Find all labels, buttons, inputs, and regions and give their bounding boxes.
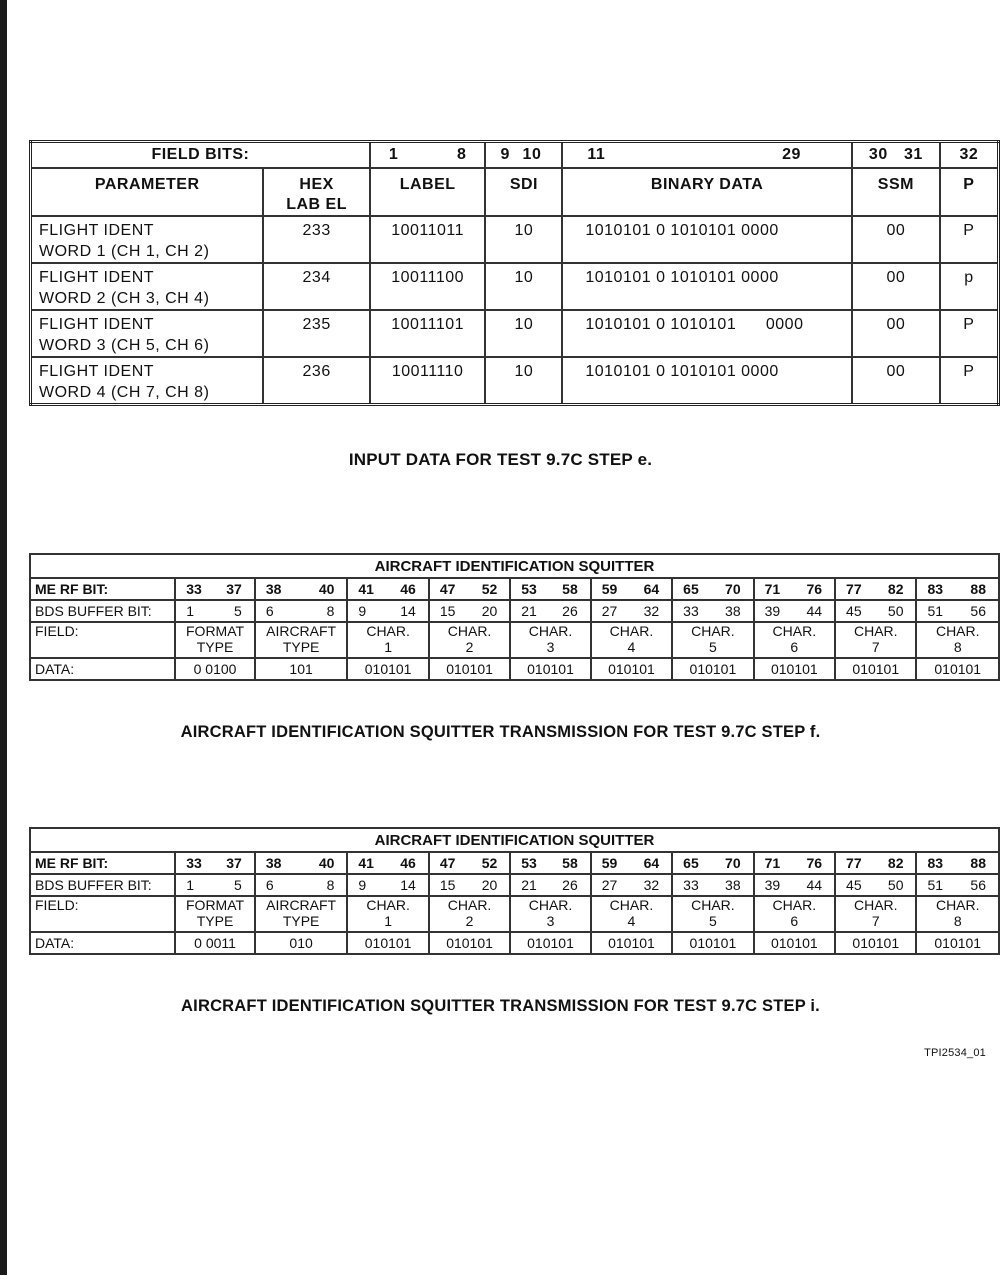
data-cell: 010101 [835,932,916,954]
flight-ident-row [31,263,999,310]
me-rf-bit-range: 65 70 [672,852,753,874]
field-cell: AIRCRAFT TYPE [255,896,348,932]
data-cell: 101 [255,658,348,680]
field-cell: CHAR. 2 [429,896,510,932]
data-cell: 010101 [347,658,428,680]
bits-label-range: 1 8 [370,142,486,168]
me-rf-bit-range: 47 52 [429,852,510,874]
bits-binary-range: 11 29 [562,142,852,168]
field-row [30,622,999,658]
field-cell: FORMAT TYPE [175,896,255,932]
me-rf-bit-label: ME RF BIT: [30,578,175,600]
caption-step-i: AIRCRAFT IDENTIFICATION SQUITTER TRANSMISSION FOR TEST 9.7C STEP i. [181,997,820,1015]
me-rf-bit-range: 33 37 [175,578,255,600]
me-rf-bit-range: 41 46 [347,852,428,874]
flight-ident-row [31,357,999,405]
hex-label-cell: 234 [263,263,369,310]
parameter-cell: FLIGHT IDENT WORD 1 (CH 1, CH 2) [31,216,264,263]
bds-buffer-bit-range: 9 14 [347,600,428,622]
me-rf-bit-range: 77 82 [835,852,916,874]
bds-buffer-bit-label: BDS BUFFER BIT: [30,874,175,896]
header-hex-label: HEX LAB EL [263,168,369,216]
data-cell: 010101 [672,658,753,680]
squitter-table-step-f [29,553,1000,681]
bds-buffer-bit-range: 6 8 [255,600,348,622]
label-cell: 10011011 [370,216,486,263]
hex-label-cell: 235 [263,310,369,357]
squitter-title: AIRCRAFT IDENTIFICATION SQUITTER [30,828,999,852]
bds-buffer-bit-range: 15 20 [429,874,510,896]
field-cell: CHAR. 5 [672,896,753,932]
squitter-table-step-i [29,827,1000,955]
data-cell: 010101 [591,658,672,680]
data-cell: 010101 [429,658,510,680]
bds-buffer-bit-range: 15 20 [429,600,510,622]
me-rf-bit-range: 83 88 [916,578,999,600]
left-edge-bar [0,0,7,1275]
field-cell: CHAR. 8 [916,622,999,658]
ssm-cell: 00 [852,263,940,310]
me-rf-bit-range: 59 64 [591,578,672,600]
bds-buffer-bit-range: 21 26 [510,600,590,622]
sdi-cell: 10 [485,357,562,405]
field-cell: CHAR. 3 [510,622,590,658]
field-bits-row [31,142,999,168]
data-cell: 010101 [510,658,590,680]
squitter-title: AIRCRAFT IDENTIFICATION SQUITTER [30,554,999,578]
header-label: LABEL [370,168,486,216]
ssm-cell: 00 [852,357,940,405]
flight-ident-row [31,310,999,357]
flight-ident-table [29,140,1000,406]
data-cell: 010101 [916,658,999,680]
bds-buffer-bit-range: 33 38 [672,600,753,622]
field-label: FIELD: [30,896,175,932]
field-row [30,896,999,932]
field-cell: CHAR. 7 [835,622,916,658]
data-cell: 0 0011 [175,932,255,954]
me-rf-bit-row [30,578,999,600]
data-cell: 0 0100 [175,658,255,680]
sdi-cell: 10 [485,263,562,310]
me-rf-bit-range: 53 58 [510,852,590,874]
binary-data-cell: 1010101 0 1010101 0000 [562,357,852,405]
figure-code: TPI2534_01 [924,1047,986,1059]
data-cell: 010101 [510,932,590,954]
header-ssm: SSM [852,168,940,216]
field-cell: FORMAT TYPE [175,622,255,658]
ssm-cell: 00 [852,216,940,263]
field-cell: CHAR. 4 [591,896,672,932]
me-rf-bit-range: 59 64 [591,852,672,874]
field-cell: CHAR. 6 [754,622,835,658]
header-sdi: SDI [485,168,562,216]
bds-buffer-bit-range: 6 8 [255,874,348,896]
bds-buffer-bit-range: 33 38 [672,874,753,896]
flight-ident-row [31,216,999,263]
header-parameter: PARAMETER [31,168,264,216]
me-rf-bit-range: 71 76 [754,852,835,874]
header-binary-data: BINARY DATA [562,168,852,216]
field-cell: CHAR. 8 [916,896,999,932]
data-cell: 010101 [754,932,835,954]
data-cell: 010 [255,932,348,954]
data-cell: 010101 [347,932,428,954]
p-cell: P [940,357,999,405]
bds-buffer-bit-range: 27 32 [591,874,672,896]
me-rf-bit-range: 41 46 [347,578,428,600]
sdi-cell: 10 [485,216,562,263]
parameter-cell: FLIGHT IDENT WORD 4 (CH 7, CH 8) [31,357,264,405]
field-cell: CHAR. 2 [429,622,510,658]
bds-buffer-bit-range: 27 32 [591,600,672,622]
hex-label-cell: 233 [263,216,369,263]
binary-data-cell: 1010101 0 1010101 0000 [562,310,852,357]
p-cell: P [940,216,999,263]
bds-buffer-bit-range: 45 50 [835,600,916,622]
label-cell: 10011101 [370,310,486,357]
parameter-cell: FLIGHT IDENT WORD 3 (CH 5, CH 6) [31,310,264,357]
me-rf-bit-label: ME RF BIT: [30,852,175,874]
bds-buffer-bit-range: 51 56 [916,874,999,896]
caption-step-f: AIRCRAFT IDENTIFICATION SQUITTER TRANSMISSION FOR TEST 9.7C STEP f. [180,723,821,741]
field-cell: CHAR. 1 [347,896,428,932]
field-label: FIELD: [30,622,175,658]
bits-ssm-range: 30 31 [852,142,940,168]
me-rf-bit-range: 47 52 [429,578,510,600]
field-cell: CHAR. 3 [510,896,590,932]
me-rf-bit-range: 38 40 [255,852,348,874]
field-cell: AIRCRAFT TYPE [255,622,348,658]
me-rf-bit-range: 77 82 [835,578,916,600]
bds-buffer-bit-range: 39 44 [754,874,835,896]
header-p: P [940,168,999,216]
bds-buffer-bit-range: 39 44 [754,600,835,622]
bds-buffer-bit-label: BDS BUFFER BIT: [30,600,175,622]
data-cell: 010101 [591,932,672,954]
bits-sdi-range: 9 10 [485,142,562,168]
bits-p-range: 32 [940,142,999,168]
binary-data-cell: 1010101 0 1010101 0000 [562,263,852,310]
bds-buffer-bit-range: 21 26 [510,874,590,896]
me-rf-bit-range: 38 40 [255,578,348,600]
data-cell: 010101 [835,658,916,680]
field-cell: CHAR. 7 [835,896,916,932]
sdi-cell: 10 [485,310,562,357]
bds-buffer-bit-range: 45 50 [835,874,916,896]
data-row [30,658,999,680]
data-cell: 010101 [916,932,999,954]
bds-buffer-bit-range: 1 5 [175,600,255,622]
me-rf-bit-range: 71 76 [754,578,835,600]
squitter-title-row [30,828,999,852]
data-cell: 010101 [429,932,510,954]
field-cell: CHAR. 1 [347,622,428,658]
field-bits-label: FIELD BITS: [31,142,370,168]
data-cell: 010101 [754,658,835,680]
label-cell: 10011100 [370,263,486,310]
p-cell: p [940,263,999,310]
hex-label-cell: 236 [263,357,369,405]
data-label: DATA: [30,658,175,680]
me-rf-bit-range: 53 58 [510,578,590,600]
bds-buffer-bit-range: 1 5 [175,874,255,896]
field-cell: CHAR. 4 [591,622,672,658]
me-rf-bit-range: 33 37 [175,852,255,874]
binary-data-cell: 1010101 0 1010101 0000 [562,216,852,263]
me-rf-bit-range: 83 88 [916,852,999,874]
label-cell: 10011110 [370,357,486,405]
data-cell: 010101 [672,932,753,954]
bds-buffer-bit-row [30,600,999,622]
me-rf-bit-row [30,852,999,874]
bds-buffer-bit-range: 51 56 [916,600,999,622]
p-cell: P [940,310,999,357]
bds-buffer-bit-range: 9 14 [347,874,428,896]
ssm-cell: 00 [852,310,940,357]
data-label: DATA: [30,932,175,954]
bds-buffer-bit-row [30,874,999,896]
caption-step-e: INPUT DATA FOR TEST 9.7C STEP e. [348,450,653,469]
squitter-title-row [30,554,999,578]
column-header-row [31,168,999,216]
field-cell: CHAR. 5 [672,622,753,658]
me-rf-bit-range: 65 70 [672,578,753,600]
data-row [30,932,999,954]
field-cell: CHAR. 6 [754,896,835,932]
parameter-cell: FLIGHT IDENT WORD 2 (CH 3, CH 4) [31,263,264,310]
